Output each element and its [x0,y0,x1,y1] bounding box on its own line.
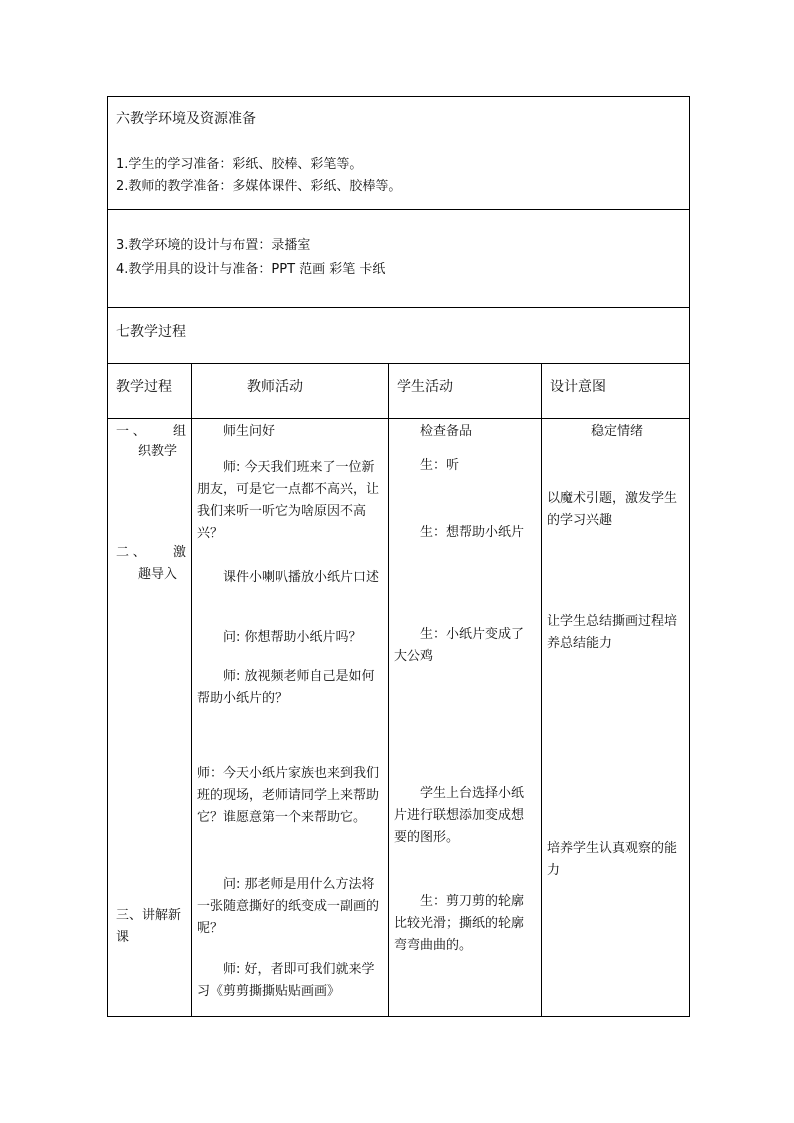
intent-magic: 以魔术引题，激发学生的学习兴趣 [547,491,678,528]
section-6-environment [108,210,689,308]
section-6-resources [108,97,689,210]
teacher-question-2: 问: 那老师是用什么方法将一张随意撕好的纸变成一副画的呢？ [197,877,380,936]
header-process: 教学过程 [116,379,172,395]
column-divider [191,363,192,1016]
intent-settle: 稳定情绪 [590,424,643,439]
student-check: 检查备品 [420,424,473,439]
teacher-audio: 课件小喇叭播放小纸片口述 [223,570,380,585]
column-divider [388,363,389,1016]
header-intent: 设计意图 [550,379,606,395]
student-help: 生：想帮助小纸片 [420,525,525,540]
intent-observe: 培养学生认真观察的能力 [547,841,678,878]
process-step-3: 三、讲解新课 [116,908,182,945]
process-step-1-cont: 织教学 [138,444,178,459]
teacher-topic: 师: 好，者即可我们就来学习《剪剪撕撕贴贴画画》 [197,962,375,999]
section-7-process [108,308,689,364]
student-rooster: 生：小纸片变成了大公鸡 [394,627,525,664]
tools-line: 4.教学用具的设计与准备：PPT 范画 彩笔 卡纸 [116,262,386,277]
header-student: 学生活动 [397,379,453,395]
intent-summary: 让学生总结撕画过程培养总结能力 [547,614,678,651]
teaching-prep-line: 2.教师的教学准备：多媒体课件、彩纸、胶棒等。 [116,179,402,194]
teacher-greeting: 师生问好 [223,424,276,439]
section-6-title: 六教学环境及资源准备 [116,111,256,127]
student-stage: 学生上台选择小纸片进行联想添加变成想要的图形。 [394,786,525,845]
teacher-video: 师: 放视频老师自己是如何帮助小纸片的？ [197,669,375,706]
process-step-2-cont: 趣导入 [138,567,178,582]
process-step-1-line: 一、 组 [116,424,186,439]
lesson-plan-table [107,96,690,1017]
environment-line: 3.教学环境的设计与布置：录播室 [116,238,311,253]
learning-prep-line: 1.学生的学习准备：彩纸、胶棒、彩笔等。 [116,157,363,172]
student-listen: 生：听 [420,458,460,473]
student-compare: 生：剪刀剪的轮廓比较光滑；撕纸的轮廓弯弯曲曲的。 [394,894,525,953]
column-divider [541,363,542,1016]
teacher-invite: 师：今天小纸片家族也来到我们班的现场，老师请同学上来帮助它？谁愿意第一个来帮助它。 [197,766,380,825]
process-step-2-line: 二、 激 [116,545,186,560]
teacher-intro: 师: 今天我们班来了一位新朋友，可是它一点都不高兴，让我们来听一听它为啥原因不高兴？ [197,460,380,541]
teacher-question-1: 问: 你想帮助小纸片吗？ [223,630,362,645]
header-teacher: 教师活动 [247,379,303,395]
section-7-title: 七教学过程 [116,324,186,340]
header-divider [108,418,689,419]
